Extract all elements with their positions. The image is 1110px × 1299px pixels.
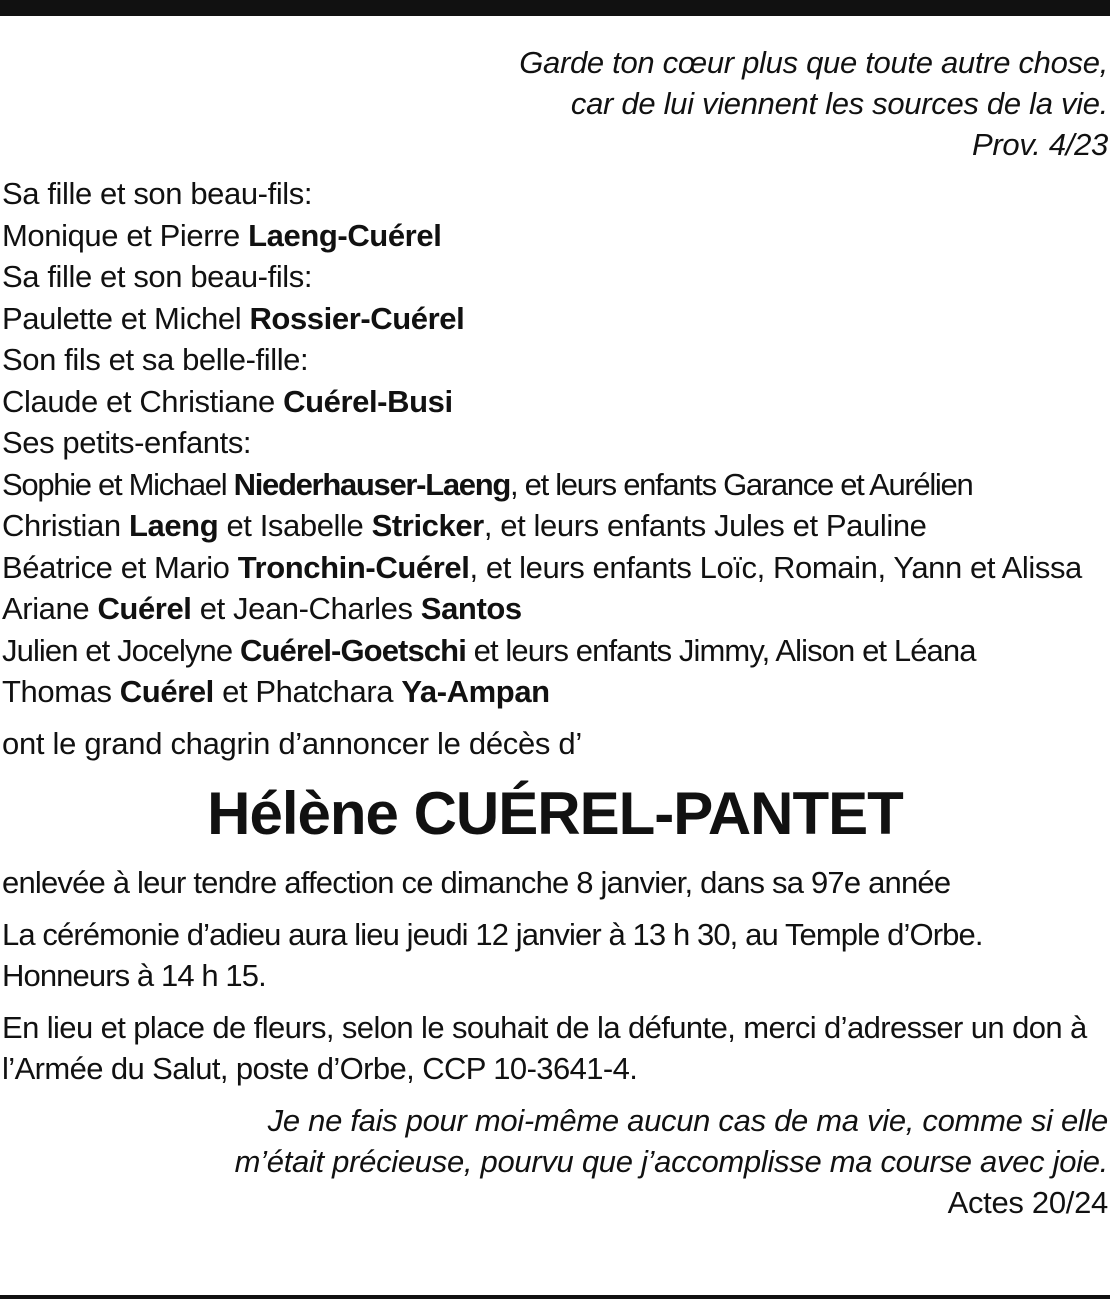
grandchild-entry [2, 464, 1108, 506]
grandchild-surname: Laeng [128, 508, 219, 543]
family-line-text: Sa fille et son beau-fils: [2, 176, 313, 211]
donation-details: En lieu et place de fleurs, selon le souhait de la défunte, merci d’adresser un don à l’Armée du Salut, poste d’Orbe, CCP 10-3641-4. [2, 1009, 1087, 1086]
grandchild-entry [2, 630, 1108, 672]
announcement: ont le grand chagrin d’annoncer le décès d’ [2, 725, 582, 761]
grandchild-surname: Santos [420, 591, 522, 626]
family-line-text: Claude et Christiane [2, 383, 284, 419]
family-surname: Rossier-Cuérel [249, 300, 465, 336]
family-member [2, 215, 1108, 257]
grandchild-text: et Jean-Charles [191, 591, 421, 626]
grandchild-text: Sophie et Michael [2, 466, 234, 502]
family-line-text: Son fils et sa belle-fille: [2, 342, 309, 377]
bottom-rule [0, 1295, 1110, 1299]
grandchild-surname: Cuérel [97, 591, 192, 626]
closing-quote-line-1: Je ne fais pour moi-même aucun cas de ma vie, comme si elle [267, 1102, 1108, 1138]
grandchild-text: et Phatchara [213, 674, 402, 709]
grandchild-entry [2, 505, 1108, 547]
family-heading-grandchildren [2, 422, 1108, 464]
family-line-text: Paulette et Michel [2, 300, 250, 336]
family-member [2, 298, 1108, 340]
epigraph-line-2: car de lui viennent les sources de la vie. [570, 86, 1108, 121]
ceremony-details: La cérémonie d’adieu aura lieu jeudi 12 janvier à 13 h 30, au Temple d’Orbe. Honneurs à 14 h 15. [2, 916, 983, 993]
grandchild-text: , et leurs enfants Garance et Aurélien [510, 466, 973, 502]
family-list [2, 173, 1108, 713]
closing-quote [2, 1100, 1108, 1223]
grandchild-entry [2, 547, 1108, 589]
family-heading-daughter [2, 256, 1108, 298]
grandchild-surname: Cuérel-Goetschi [239, 632, 466, 668]
grandchild-text: Ariane [2, 591, 98, 626]
grandchild-text: Thomas [2, 674, 120, 709]
epigraph [2, 42, 1108, 165]
family-line-text: Sa fille et son beau-fils: [2, 259, 313, 294]
grandchild-text: , et leurs enfants Loïc, Romain, Yann et Alissa [469, 549, 1082, 585]
grandchild-text: Christian [2, 508, 129, 543]
epigraph-reference: Prov. 4/23 [971, 127, 1108, 162]
family-line-text: Ses petits-enfants: [2, 425, 252, 460]
closing-quote-reference: Actes 20/24 [947, 1184, 1108, 1220]
grandchild-surname: Stricker [371, 508, 484, 543]
grandchild-surname: Cuérel [119, 674, 214, 709]
grandchild-text: , et leurs enfants Jules et Pauline [483, 508, 927, 543]
closing-quote-line-2: m’était précieuse, pourvu que j’accomplisse ma course avec joie. [234, 1143, 1108, 1179]
family-surname: Laeng-Cuérel [248, 217, 442, 253]
family-heading-daughter [2, 173, 1108, 215]
grandchild-text: Julien et Jocelyne [2, 632, 240, 668]
epigraph-line-1: Garde ton cœur plus que toute autre chose, [519, 45, 1108, 80]
obituary-notice [2, 42, 1108, 1223]
deceased-name: Hélène CUÉREL-PANTET [207, 779, 903, 847]
grandchild-text: Béatrice et Mario [2, 549, 238, 585]
family-member [2, 381, 1108, 423]
grandchild-surname: Ya-Ampan [401, 674, 550, 709]
family-line-text: Monique et Pierre [2, 217, 249, 253]
top-rule [0, 0, 1110, 16]
family-heading-son [2, 339, 1108, 381]
grandchild-surname: Niederhauser-Laeng [233, 466, 510, 502]
grandchild-surname: Tronchin-Cuérel [237, 549, 470, 585]
passing-details: enlevée à leur tendre affection ce dimanche 8 janvier, dans sa 97e année [2, 864, 951, 900]
family-surname: Cuérel-Busi [283, 383, 453, 419]
grandchild-text: et leurs enfants Jimmy, Alison et Léana [465, 632, 976, 668]
grandchild-text: et Isabelle [218, 508, 372, 543]
grandchild-entry [2, 588, 1108, 630]
grandchild-entry [2, 671, 1108, 713]
